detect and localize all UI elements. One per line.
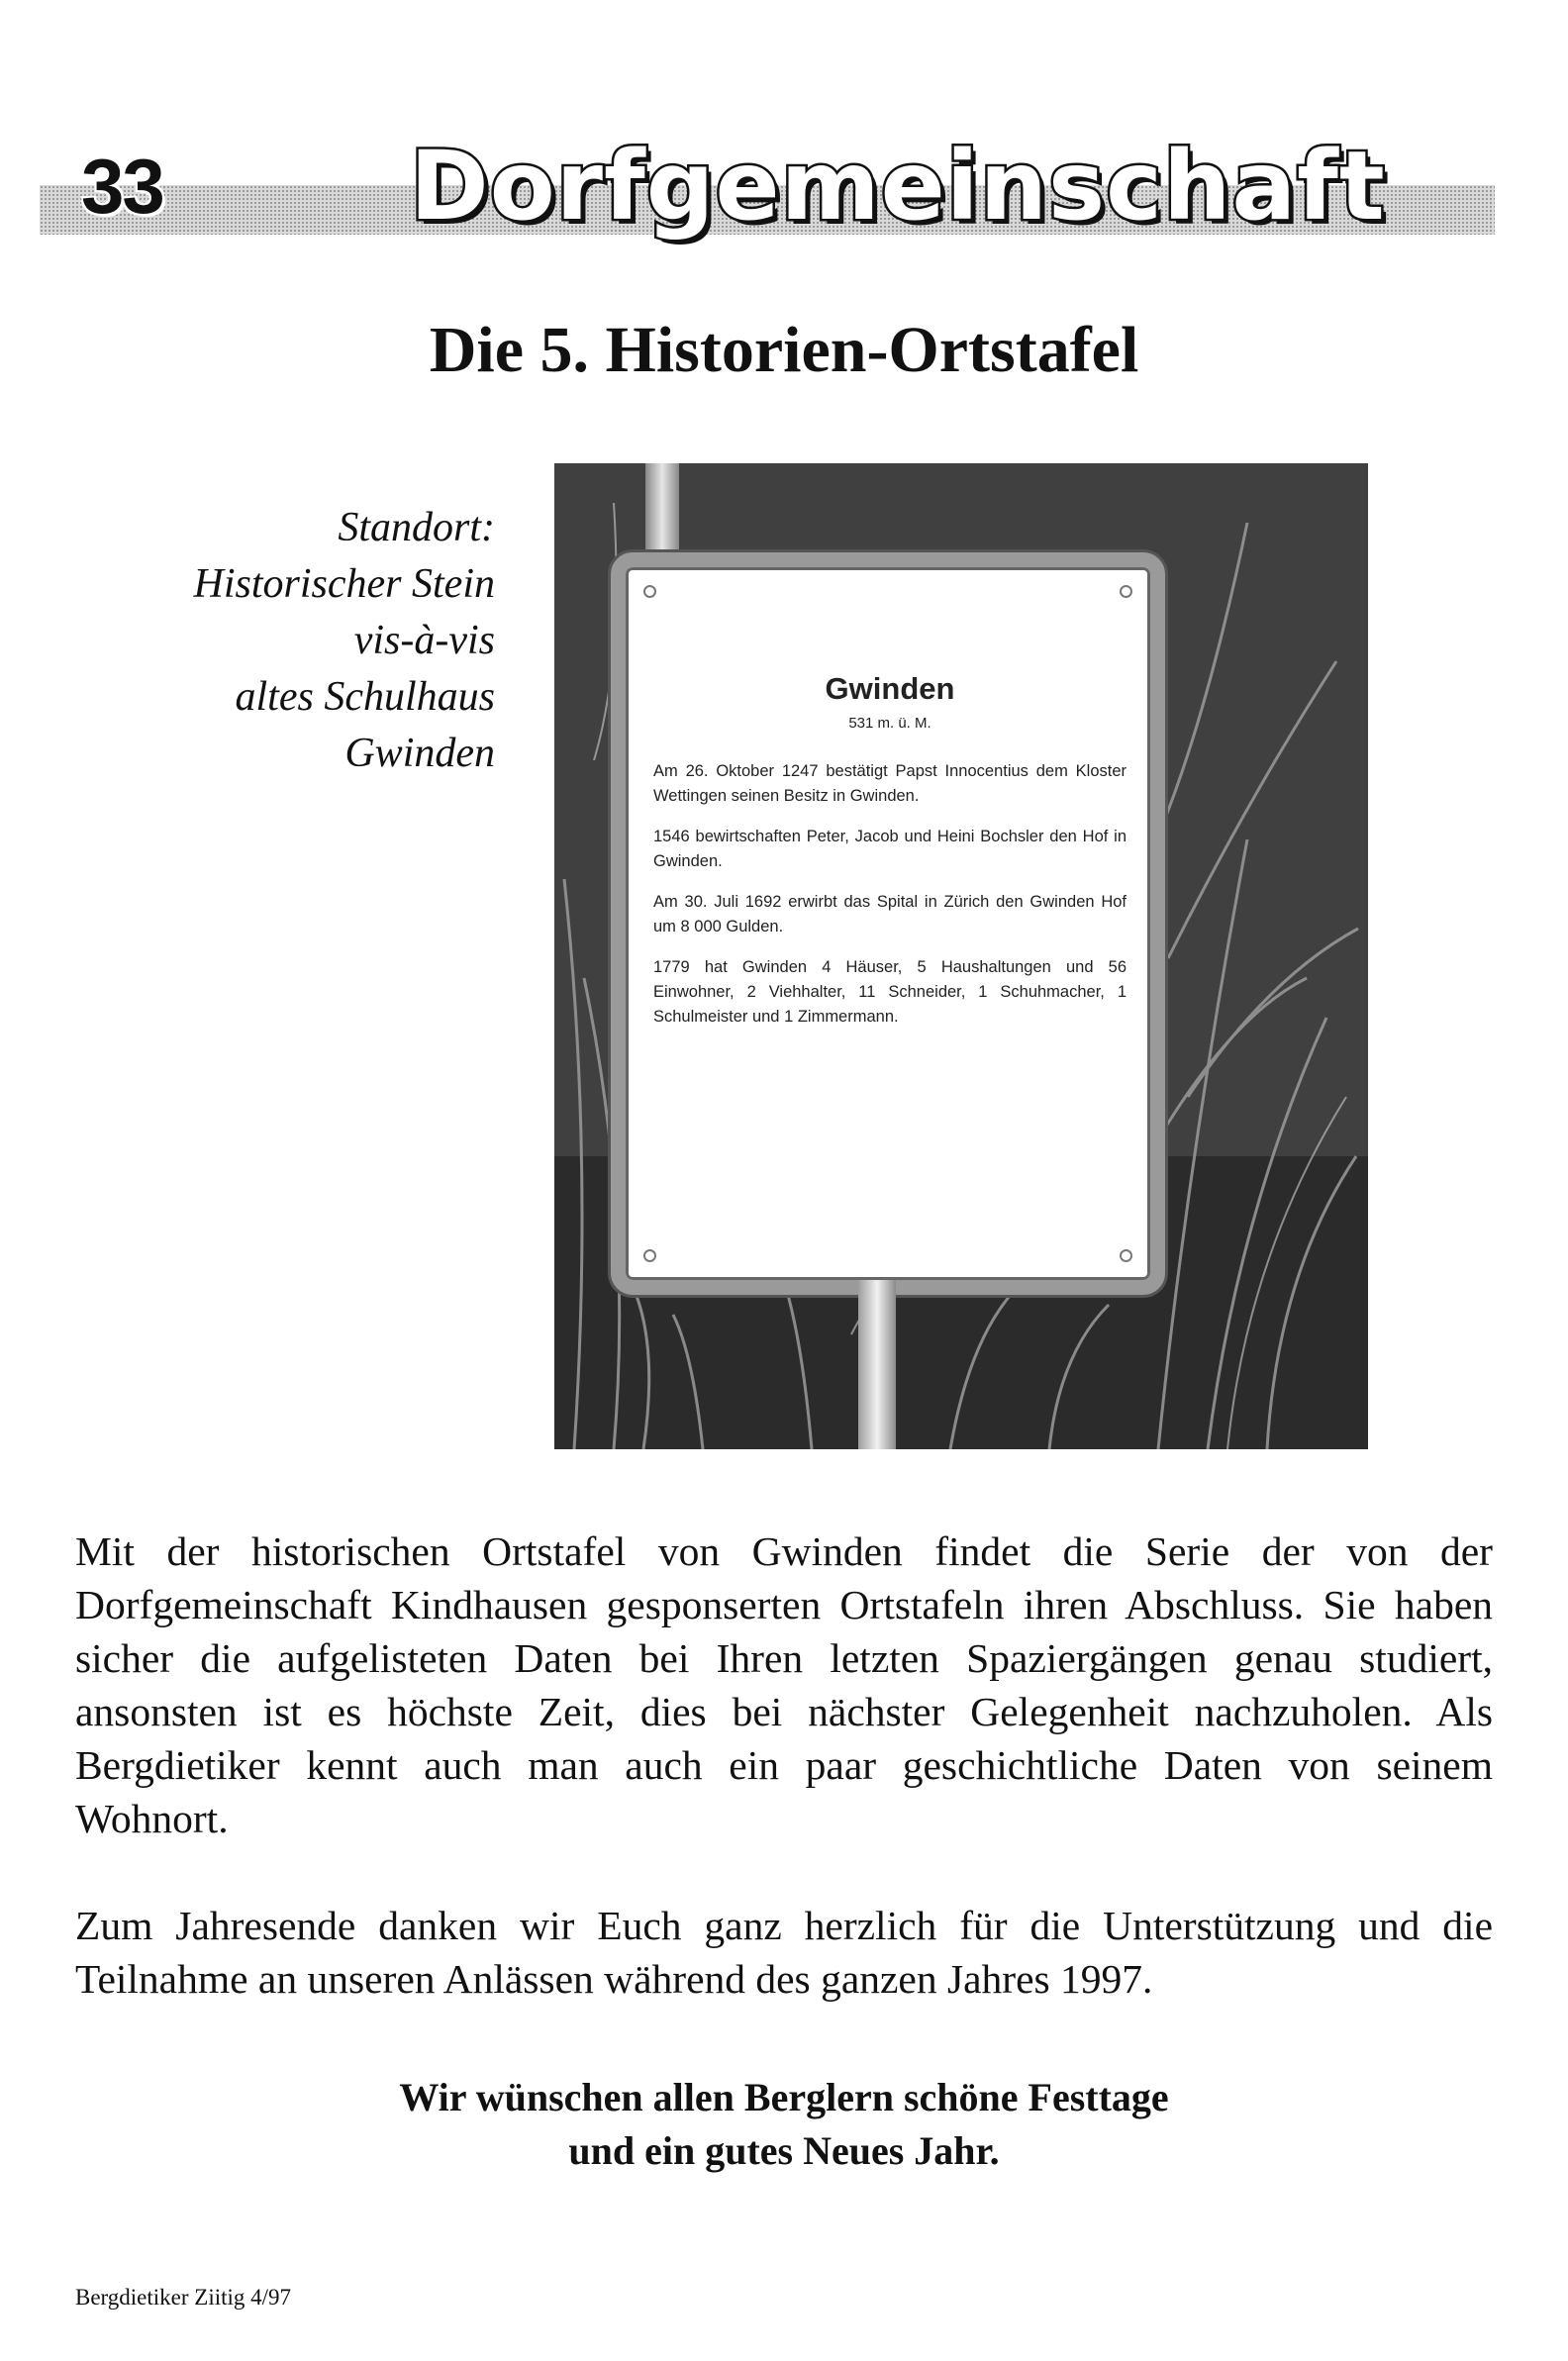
screw-icon	[1120, 1249, 1132, 1262]
sign-altitude: 531 m. ü. M.	[848, 715, 931, 732]
article-body	[75, 1525, 1493, 2006]
sign-content	[653, 587, 1127, 1030]
section-title: Dorfgemeinschaft	[410, 131, 1386, 242]
closing-greeting	[0, 2071, 1568, 2178]
sign-paragraph: Am 26. Oktober 1247 bestätigt Papst Innocentius dem Kloster Wettingen seinen Besitz in Gwinden.	[653, 762, 1127, 805]
sign-paragraph: 1779 hat Gwinden 4 Häuser, 5 Haushaltungen und 56 Einwohner, 2 Viehhalter, 11 Schneider, 1 Schuhmacher, 1 Schulmeister und 1 Zimmermann.	[653, 958, 1127, 1026]
sign-photo	[554, 463, 1368, 1449]
location-line: Historischer Stein	[193, 561, 495, 607]
footer-publication: Bergdietiker Ziitig 4/97	[75, 2285, 292, 2310]
location-line: Gwinden	[344, 731, 495, 776]
sign-paragraph: Am 30. Juli 1692 erwirbt das Spital in Zürich den Gwinden Hof um 8 000 Gulden.	[653, 893, 1127, 935]
location-line: altes Schulhaus	[235, 674, 495, 720]
closing-line: Wir wünschen allen Berglern schöne Festtage	[399, 2075, 1169, 2119]
location-caption	[69, 500, 495, 782]
sign-pole	[858, 1280, 896, 1449]
sign-paragraph: 1546 bewirtschaften Peter, Jacob und Heini Bochsler den Hof in Gwinden.	[653, 828, 1127, 870]
sign-board	[611, 552, 1165, 1295]
closing-line: und ein gutes Neues Jahr.	[568, 2128, 1000, 2173]
location-line: vis-à-vis	[353, 618, 495, 663]
body-paragraph: Zum Jahresende danken wir Euch ganz herzlich für die Unterstützung und die Teilnahme an unseren Anlässen während des ganzen Jahres 1997.	[75, 1903, 1493, 2002]
screw-icon	[643, 1249, 656, 1262]
article-title: Die 5. Historien-Ortstafel	[429, 314, 1139, 386]
location-line: Standort:	[338, 505, 495, 550]
body-paragraph: Mit der historischen Ortstafel von Gwinden findet die Serie der von der Dorfgemeinschaft Kindhausen gesponserten Ortstafeln ihren Abschluss. Sie haben sicher die aufgelisteten Daten bei Ihren letzten Spaziergängen genau studiert, ansonsten ist es höchste Zeit, dies bei nächster Gelegenheit nachzuholen. Als Bergdietiker kennt auch man auch ein paar geschichtliche Daten von seinem Wohnort.	[75, 1528, 1493, 1841]
sign-title: Gwinden	[825, 671, 955, 706]
page-number: 33	[81, 143, 163, 230]
